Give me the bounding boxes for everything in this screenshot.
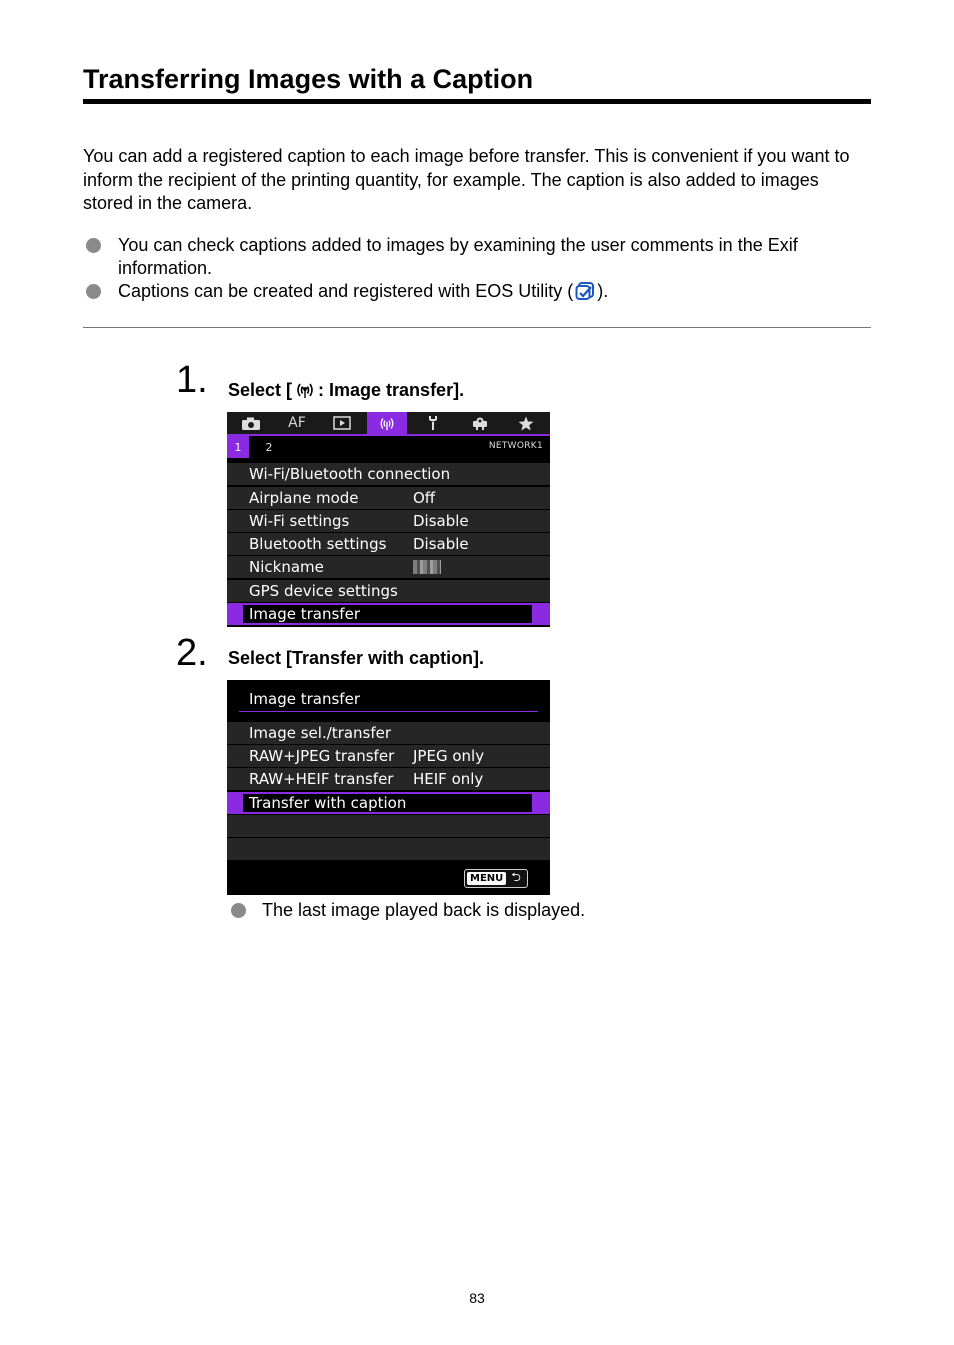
sub-tabs [227, 436, 550, 458]
menu-row-value: Disable [413, 535, 469, 553]
menu-row-raw-heif-transfer[interactable] [227, 768, 550, 790]
step-note [227, 899, 862, 922]
menu-row-label: GPS device settings [249, 582, 398, 600]
bullet-text-after: ). [597, 281, 609, 301]
menu-row-value: Disable [413, 512, 469, 530]
bullet-text: You can check captions added to images by examining the user comments in the Exif information. [118, 235, 798, 278]
menu-row-label: Image sel./transfer [249, 724, 392, 742]
menu-row-nickname[interactable] [227, 556, 550, 578]
bullet-text-before: Captions can be created and registered with EOS Utility ( [118, 281, 574, 301]
menu-row-image-transfer[interactable] [227, 603, 550, 625]
bullet-dot [231, 903, 246, 918]
page-number: 83 [469, 1290, 485, 1306]
menu-row-label: RAW+HEIF transfer [249, 770, 394, 788]
menu-row-airplane-mode[interactable] [227, 487, 550, 509]
menu-row-raw-jpeg-transfer[interactable] [227, 745, 550, 767]
external-link-icon[interactable] [575, 281, 595, 301]
bullet-dot [86, 238, 101, 253]
camera-icon [241, 416, 261, 431]
menu-row-value: JPEG only [413, 747, 485, 765]
menu-row-label: RAW+JPEG transfer [249, 747, 395, 765]
tab-my-menu[interactable] [506, 412, 546, 434]
menu-row-bluetooth-settings[interactable] [227, 533, 550, 555]
tab-custom-functions[interactable] [460, 412, 500, 434]
menu-row-label: Nickname [249, 558, 324, 576]
section-divider [83, 327, 871, 328]
tab-setup[interactable] [413, 412, 453, 434]
tab-playback[interactable] [322, 412, 362, 434]
menu-tabs [227, 412, 550, 434]
menu-row-gps-device-settings[interactable] [227, 580, 550, 602]
step-1-text [228, 379, 464, 401]
menu-back-button[interactable] [464, 869, 528, 888]
step-2-text: Select [Transfer with caption]. [228, 648, 485, 668]
menu-row-wifi-settings[interactable] [227, 510, 550, 532]
bullet-item [83, 234, 873, 280]
bullet-item [83, 280, 873, 303]
bullet-list [83, 234, 873, 303]
menu-row-value: HEIF only [413, 770, 484, 788]
note-text: The last image played back is displayed. [262, 900, 586, 920]
menu-row-wifi-bluetooth-connection[interactable] [227, 463, 550, 485]
nickname-blurred-value [413, 560, 441, 574]
network-menu-screen [227, 412, 550, 627]
menu-row-label: Bluetooth settings [249, 535, 387, 553]
menu-row-label: Wi-Fi/Bluetooth connection [249, 465, 451, 483]
step-1-number: 1. [176, 359, 208, 401]
menu-row-label: Transfer with caption [249, 794, 407, 812]
wireless-antenna-icon [376, 416, 398, 431]
tab-label: NETWORK1 [488, 441, 543, 451]
menu-button-label: MENU [467, 872, 506, 885]
wrench-icon [426, 415, 440, 431]
wireless-antenna-icon [292, 381, 318, 399]
bullet-dot [86, 284, 101, 299]
play-icon [333, 416, 351, 430]
menu-row-transfer-with-caption[interactable] [227, 792, 550, 814]
tab-af[interactable]: AF [288, 415, 306, 431]
subtab-2[interactable]: 2 [265, 440, 273, 454]
menu-row-empty [227, 838, 550, 860]
menu-row-label: Image transfer [249, 605, 360, 623]
tab-shooting[interactable] [231, 412, 271, 434]
page-title: Transferring Images with a Caption [83, 60, 871, 104]
custom-camera-icon [472, 416, 488, 431]
back-arrow-icon: ⮌ [511, 870, 521, 884]
menu-row-value: Off [413, 489, 436, 507]
star-icon [518, 416, 534, 431]
image-transfer-screen [227, 680, 550, 895]
tab-network[interactable] [367, 412, 407, 434]
menu-row-image-sel-transfer[interactable] [227, 722, 550, 744]
menu-row-label: Wi-Fi settings [249, 512, 350, 530]
step-1-text-after: : Image transfer]. [318, 380, 465, 400]
subtab-1[interactable]: 1 [227, 436, 249, 458]
menu-row-label: Airplane mode [249, 489, 359, 507]
step-2-number: 2. [176, 632, 208, 674]
menu-row-empty [227, 815, 550, 837]
step-1-text-before: Select [ [228, 380, 293, 400]
intro-paragraph: You can add a registered caption to each image before transfer. This is convenient if you want to inform the recipient of the printing quantity, for example. The caption is also added to images stored in the camera. [83, 146, 850, 213]
screen-title: Image transfer [249, 690, 360, 708]
title-underline [239, 711, 538, 712]
